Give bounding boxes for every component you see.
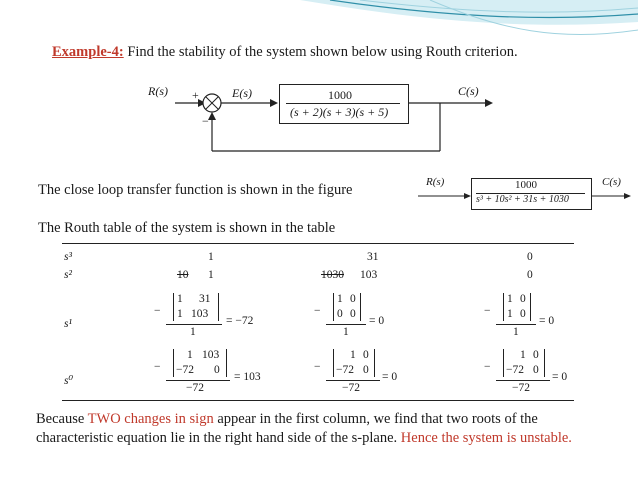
routh-intro-text: The Routh table of the system is shown in the table	[38, 220, 336, 236]
s1c3-result: = 0	[539, 315, 555, 327]
s1c3-m21: 1	[507, 308, 513, 320]
s0c3-fraction-bar	[496, 380, 550, 381]
block-diagram-open-loop	[140, 78, 500, 178]
output-label-c: C(s)	[458, 84, 479, 98]
row-label-s0: s⁰	[64, 375, 74, 387]
plus-sign: +	[192, 88, 199, 102]
s1-col3-determinant	[484, 291, 584, 341]
det-bar-left	[333, 293, 334, 321]
cl-numerator: 1000	[515, 179, 537, 191]
s1c1-m21: 1	[177, 308, 183, 320]
error-label: E(s)	[232, 86, 252, 100]
example-text: Find the stability of the system shown below using Routh criterion.	[123, 44, 518, 60]
s0c2-m11: 1	[350, 349, 356, 361]
s0-col1-neg: −	[154, 361, 161, 373]
s2-col2-struck: 1030	[321, 269, 344, 281]
minus-sign: −	[202, 114, 209, 128]
det-bar-left	[333, 349, 334, 377]
s2-col3: 0	[527, 269, 533, 281]
s1c1-m11: 1	[177, 293, 183, 305]
s0c3-m12: 0	[533, 349, 539, 361]
s1c1-result: = −72	[226, 315, 254, 327]
s0c1-fraction-bar	[166, 380, 230, 381]
s2-col1-struck: 10	[177, 269, 189, 281]
s0c3-m22: 0	[533, 364, 539, 376]
s0c2-m12: 0	[363, 349, 369, 361]
s0c3-m11: 1	[520, 349, 526, 361]
s0c2-m22: 0	[363, 364, 369, 376]
s0c1-m11: 1	[187, 349, 193, 361]
s0c3-m21: −72	[506, 364, 524, 376]
det-bar-right	[226, 349, 227, 377]
s1-col1-neg: −	[154, 305, 161, 317]
s1c1-m12: 31	[199, 293, 211, 305]
s0-col3-determinant	[484, 347, 584, 399]
det-bar-right	[544, 349, 545, 377]
s1c1-fraction-bar	[166, 324, 222, 325]
example-label: Example-4:	[52, 44, 124, 60]
cl-denominator: s³ + 10s² + 31s + 1030	[476, 194, 569, 205]
routh-bottom-rule	[62, 400, 574, 401]
s0c1-den: −72	[186, 382, 204, 394]
s1c3-fraction-bar	[496, 324, 536, 325]
tf-fraction-bar	[286, 103, 400, 104]
s0c2-den: −72	[342, 382, 360, 394]
block-diagram-closed-loop	[412, 174, 634, 214]
s1c2-m12: 0	[350, 293, 356, 305]
s3-col1: 1	[208, 251, 214, 263]
example-heading	[52, 44, 518, 61]
routh-table	[62, 243, 582, 403]
closed-loop-text: The close loop transfer function is shown in the figure	[38, 182, 353, 198]
s0-col3-neg: −	[484, 361, 491, 373]
s1c2-m22: 0	[350, 308, 356, 320]
s1c3-m12: 0	[520, 293, 526, 305]
s1c2-m21: 0	[337, 308, 343, 320]
s0c1-result: = 103	[234, 371, 261, 383]
conclusion-highlight-sign-changes: TWO changes in sign	[87, 411, 214, 427]
s0c2-m21: −72	[336, 364, 354, 376]
s0c1-m21: −72	[176, 364, 194, 376]
det-bar-right	[218, 293, 219, 321]
s0-col1-determinant	[154, 347, 294, 399]
input-label-r: R(s)	[148, 84, 168, 98]
s3-col2: 31	[367, 251, 379, 263]
s2-col1: 1	[208, 269, 214, 281]
s0c1-m22: 0	[214, 364, 220, 376]
s0-col2-neg: −	[314, 361, 321, 373]
s1c1-den: 1	[190, 326, 196, 338]
s0c2-fraction-bar	[326, 380, 380, 381]
det-bar-left	[503, 349, 504, 377]
s1c2-m11: 1	[337, 293, 343, 305]
det-bar-left	[503, 293, 504, 321]
s1-col3-neg: −	[484, 305, 491, 317]
s1c1-m22: 103	[191, 308, 209, 320]
det-bar-right	[360, 293, 361, 321]
s1-col2-determinant	[314, 291, 424, 341]
s2-col2: 103	[360, 269, 378, 281]
cl-output-label: C(s)	[602, 176, 621, 188]
row-label-s1: s¹	[64, 318, 72, 330]
s0c1-m12: 103	[202, 349, 220, 361]
det-bar-left	[173, 349, 174, 377]
tf-numerator: 1000	[328, 88, 352, 102]
row-label-s3: s³	[64, 251, 72, 263]
s1-col1-determinant	[154, 291, 274, 341]
conclusion-part-3: appear in the first column, we find that two roots of the characteristic equation lie in the right hand side of the s-plane.	[36, 411, 538, 446]
det-bar-right	[530, 293, 531, 321]
s0c3-den: −72	[512, 382, 530, 394]
swoosh-fill	[300, 0, 638, 25]
row-label-s2: s²	[64, 269, 72, 281]
routh-top-rule	[62, 243, 574, 244]
s1c2-fraction-bar	[326, 324, 366, 325]
det-bar-right	[374, 349, 375, 377]
conclusion-paragraph	[36, 410, 616, 448]
cl-input-label: R(s)	[426, 176, 445, 188]
s0c3-result: = 0	[552, 371, 568, 383]
s1c3-den: 1	[513, 326, 519, 338]
s0-col2-determinant	[314, 347, 434, 399]
s1c3-m11: 1	[507, 293, 513, 305]
s3-col3: 0	[527, 251, 533, 263]
s1-col2-neg: −	[314, 305, 321, 317]
conclusion-highlight-unstable: Hence the system is unstable.	[400, 430, 572, 446]
tf-denominator: (s + 2)(s + 3)(s + 5)	[290, 105, 389, 119]
s1c3-m22: 0	[520, 308, 526, 320]
s1c2-result: = 0	[369, 315, 385, 327]
s1c2-den: 1	[343, 326, 349, 338]
s0c2-result: = 0	[382, 371, 398, 383]
det-bar-left	[173, 293, 174, 321]
conclusion-part-1: Because	[36, 411, 88, 427]
